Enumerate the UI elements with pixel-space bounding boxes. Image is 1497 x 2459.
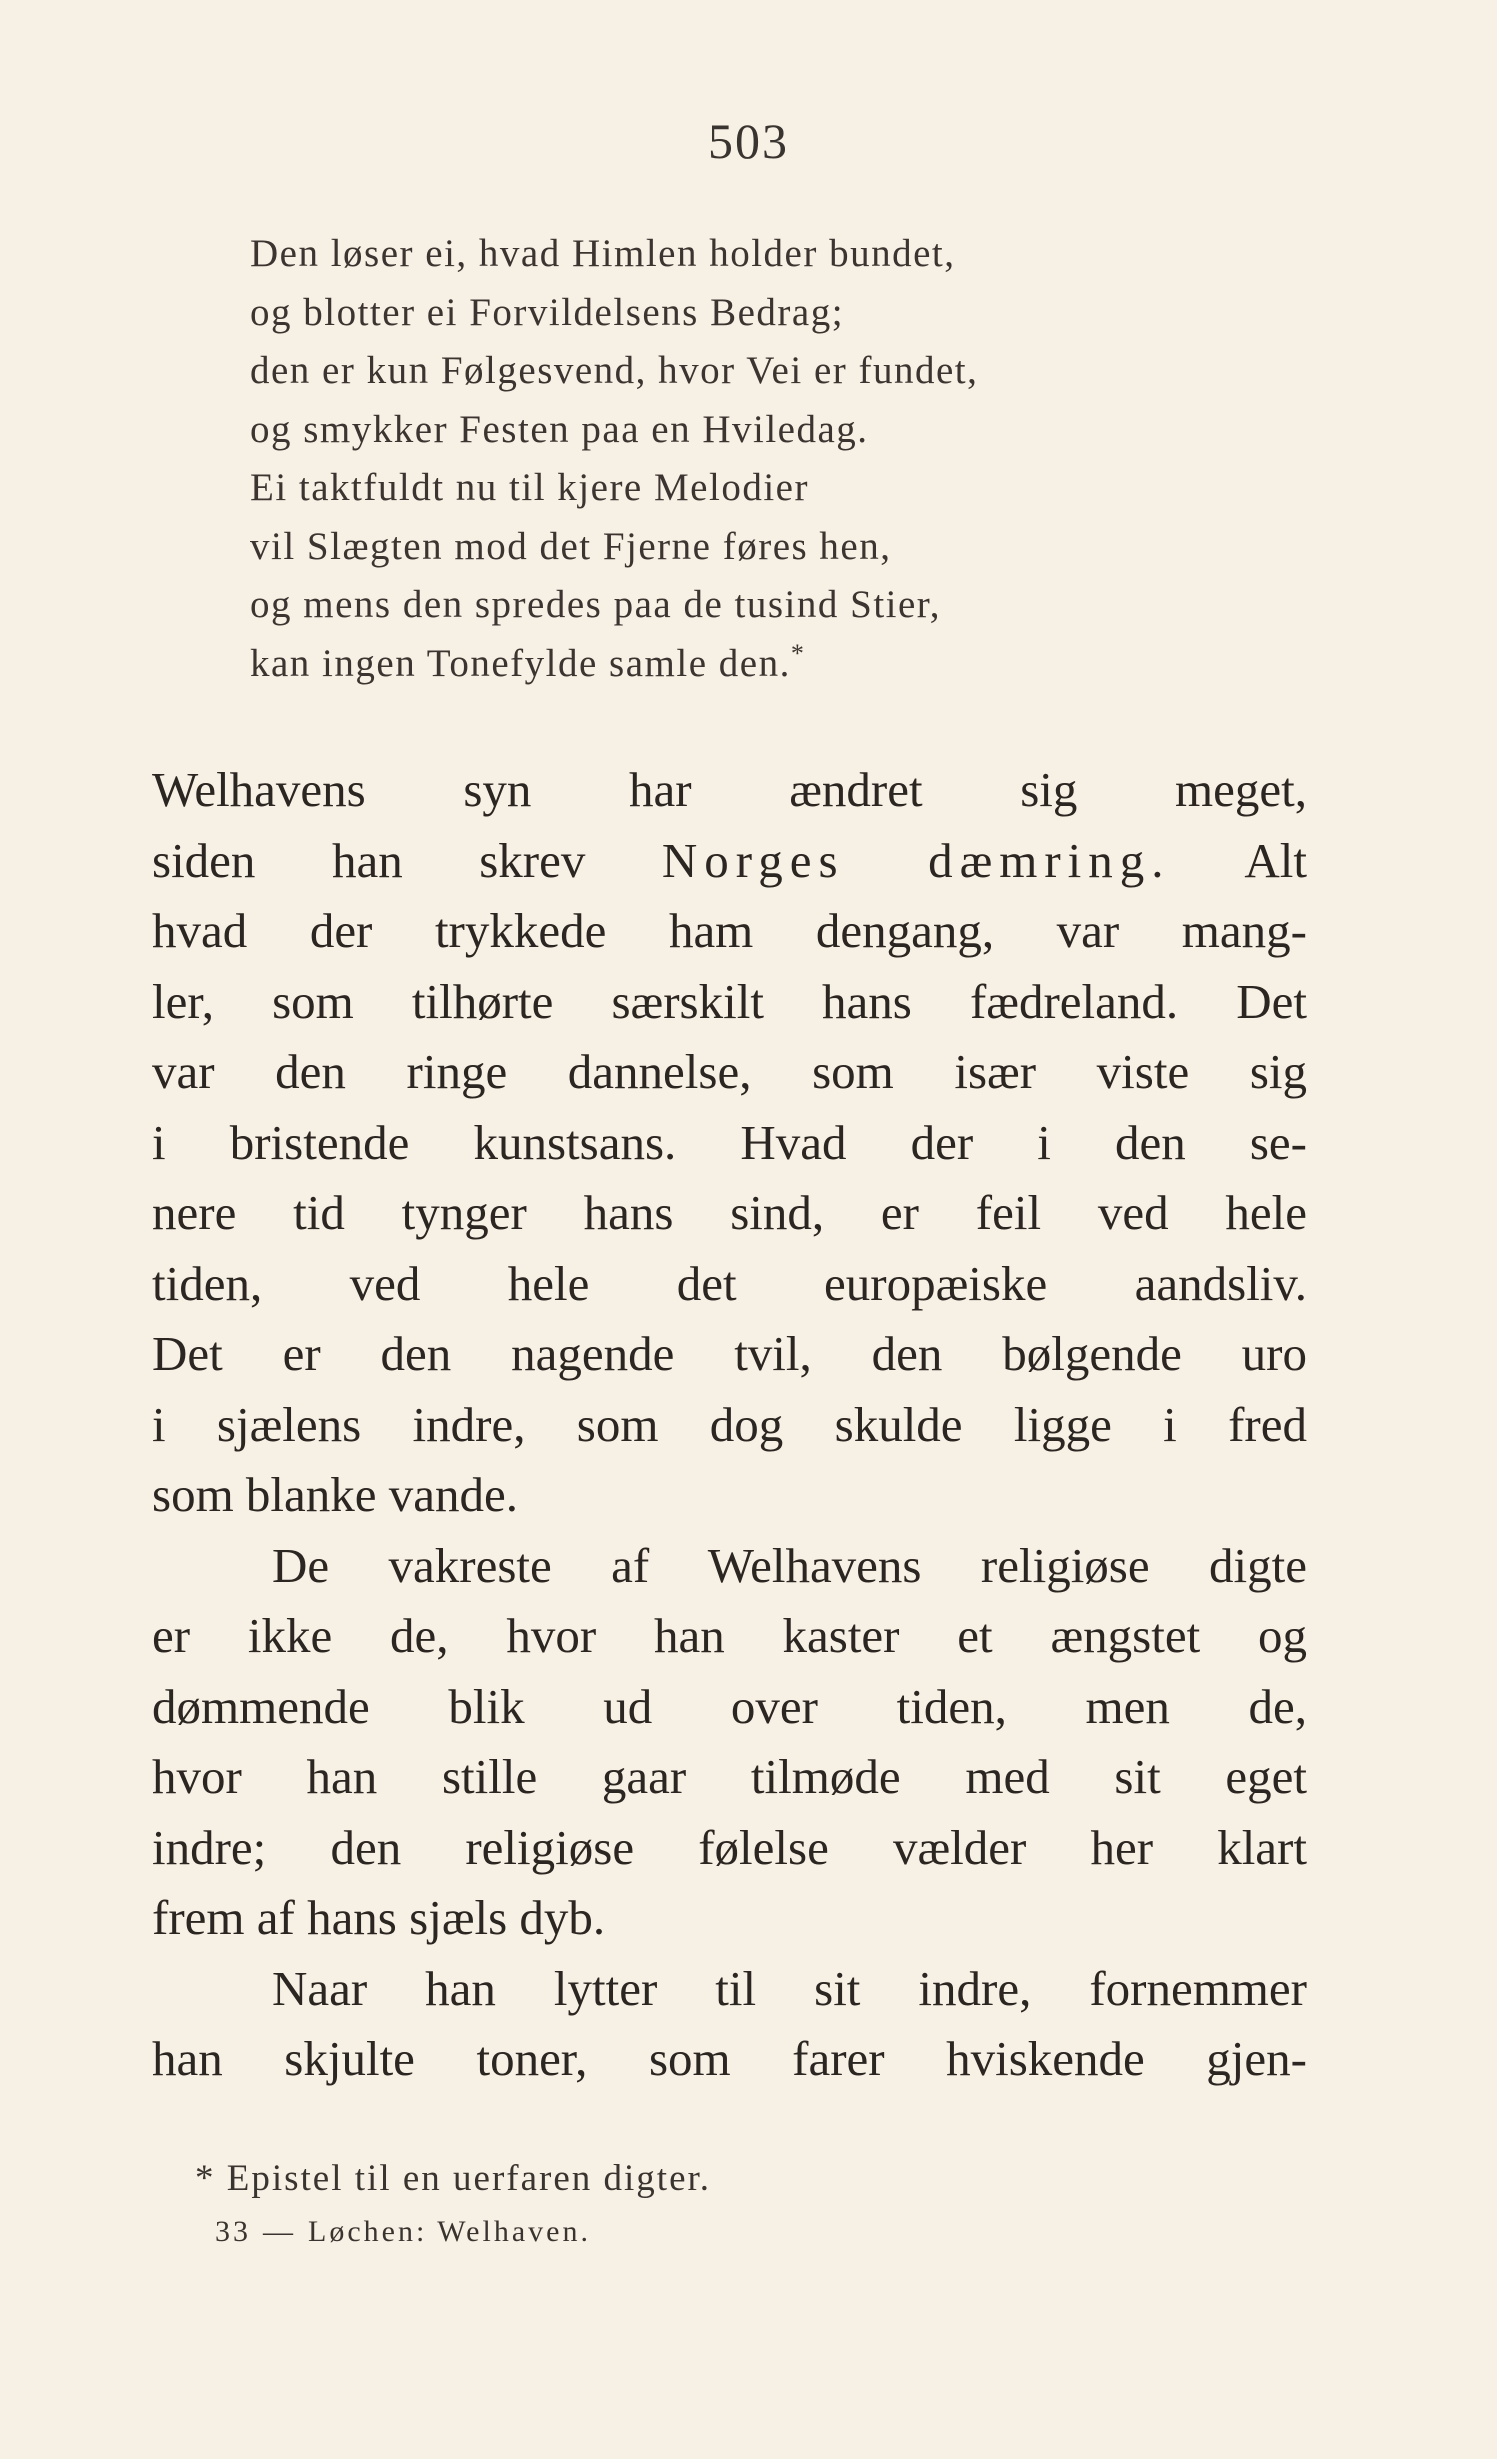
paragraph-line: tiden, ved hele det europæiske aandsliv. — [152, 1255, 1307, 1311]
paragraph-line: var den ringe dannelse, som især viste sig — [152, 1044, 1307, 1099]
poem-line: og smykker Festen paa en Hviledag. — [250, 407, 869, 451]
paragraph-line: Det er den nagende tvil, den bølgende uro — [152, 1326, 1307, 1381]
poem-line-last — [250, 635, 1280, 694]
footnote-line — [195, 2150, 1295, 2208]
poem-line: Den løser ei, hvad Himlen holder bundet, — [250, 232, 956, 275]
poem-line: Ei taktfuldt nu til kjere Melodier — [250, 466, 809, 509]
footnote-text: Epistel til en uerfaren digter. — [226, 2158, 712, 2199]
paragraph-line: dømmende blik ud over tiden, men de, — [152, 1678, 1307, 1734]
body-text — [152, 755, 1307, 2095]
poem-line: vil Slægten mod det Fjerne føres hen, — [250, 524, 892, 568]
footnote-reference: * — [790, 638, 806, 668]
sheet-number: 33 — [215, 2215, 251, 2248]
footnote-marker: * — [195, 2158, 216, 2199]
signature-text: Løchen: Welhaven. — [308, 2215, 591, 2248]
paragraph-line: han skjulte toner, som farer hviskende gjen- — [152, 2031, 1307, 2086]
text-span: siden han skrev — [152, 832, 586, 888]
paragraph-line: De vakreste af Welhavens religiøse digte — [272, 1537, 1307, 1593]
page-number: 503 — [708, 113, 789, 169]
paragraph-line: Naar han lytter til sit indre, fornemmer — [272, 1960, 1307, 2016]
text-span: Alt — [1244, 832, 1307, 888]
paragraph-line: hvad der trykkede ham dengang, var mang- — [152, 903, 1307, 958]
paragraph-line: frem af hans sjæls dyb. — [152, 1890, 606, 1945]
poem-line-text: kan ingen Tonefylde samle den. — [250, 641, 791, 685]
book-title: Norges dæmring. — [661, 832, 1171, 888]
paragraph-line: i bristende kunstsans. Hvad der i den se- — [152, 1114, 1307, 1170]
paragraph-line: er ikke de, hvor han kaster et ængstet og — [152, 1608, 1307, 1663]
poem-line: og blotter ei Forvildelsens Bedrag; — [250, 290, 845, 334]
paragraph-line — [152, 826, 1307, 897]
paragraph-line: indre; den religiøse følelse vælder her klart — [152, 1819, 1307, 1875]
poem-line: den er kun Følgesvend, hvor Vei er fundet, — [250, 349, 979, 392]
signature-dash: — — [263, 2215, 296, 2248]
footnote — [195, 2150, 1295, 2208]
poem-quotation — [250, 225, 1280, 693]
paragraph-line: hvor han stille gaar tilmøde med sit eget — [152, 1749, 1307, 1804]
paragraph-line: som blanke vande. — [152, 1467, 519, 1522]
paragraph-line: nere tid tynger hans sind, er feil ved hele — [152, 1185, 1307, 1240]
paragraph-line: Welhavens syn har ændret sig meget, — [152, 762, 1307, 817]
paragraph-line: i sjælens indre, som dog skulde ligge i fred — [152, 1396, 1307, 1452]
poem-line: og mens den spredes paa de tusind Stier, — [250, 583, 941, 626]
paragraph-line: ler, som tilhørte særskilt hans fædreland. Det — [152, 973, 1307, 1029]
printer-signature — [215, 2215, 591, 2249]
